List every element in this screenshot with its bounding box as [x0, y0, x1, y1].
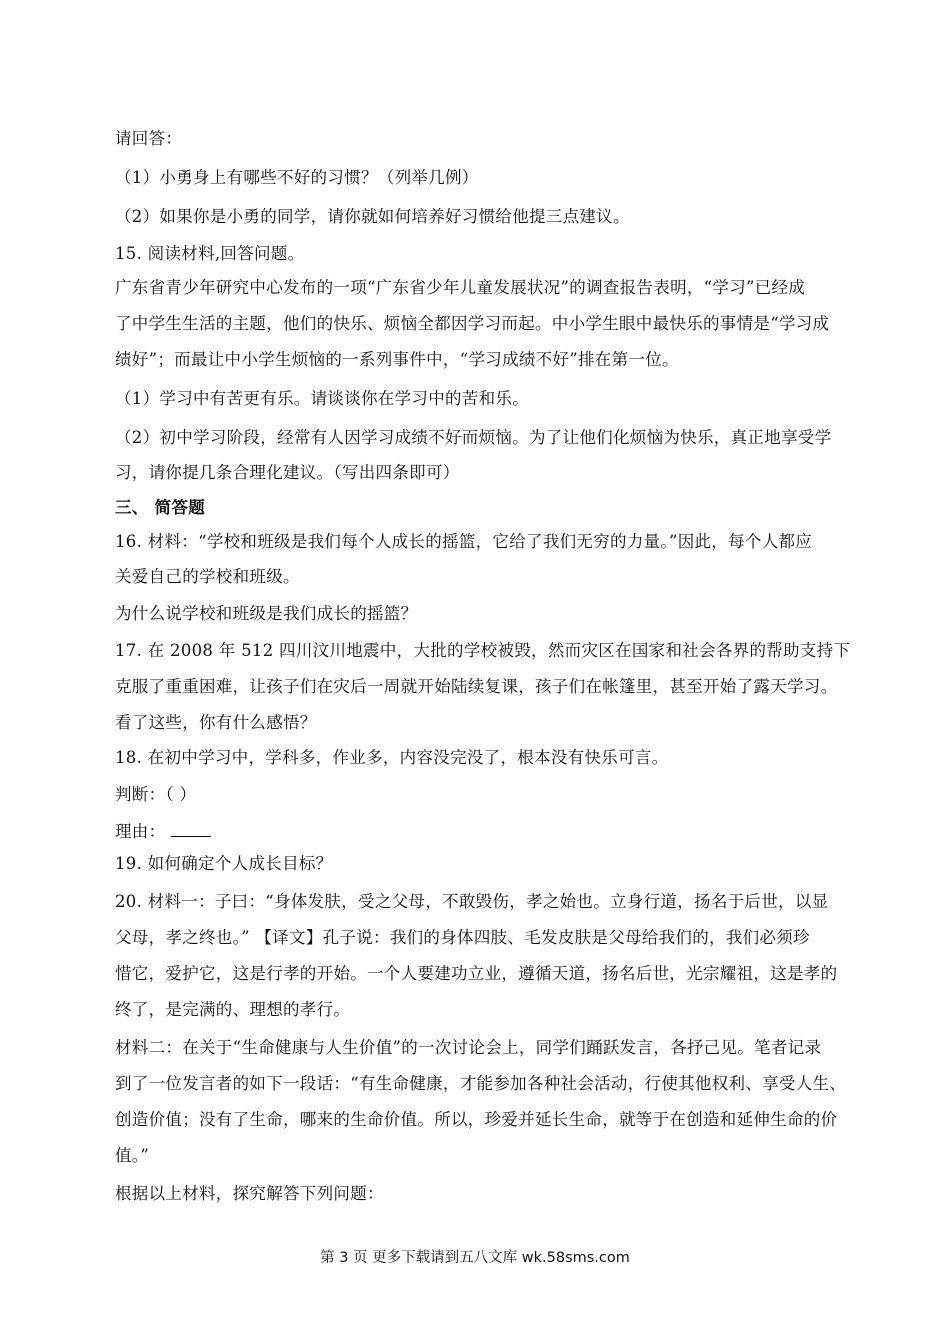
text-line: 请回答：: [115, 129, 183, 148]
text-line: 习，请你提几条合理化建议。（写出四条即可）: [115, 463, 460, 482]
material-line: 绩好”；而最让中小学生烦恼的一系列事件中，“学习成绩不好”排在第一位。: [115, 350, 679, 369]
question-19: 19. 如何确定个人成长目标？: [115, 854, 333, 873]
judgment-line: 判断：（ ）: [115, 785, 197, 804]
page-footer: 第 3 页 更多下载请到五八文库 wk.58sms.com: [320, 1250, 630, 1266]
question-20: 20. 材料一：子曰：“身体发肤，受之父母，不敢毁伤，孝之始也。立身行道，扬名于后世，以显: [115, 892, 829, 911]
material-line: 广东省青少年研究中心发布的一项“广东省少年儿童发展状况”的调查报告表明，“学习”已经成: [115, 278, 806, 297]
question-17: 17. 在 2008 年 512 四川汶川地震中，大批的学校被毁，然而灾区在国家和社会各界的帮助支持下: [115, 641, 851, 660]
reason-label: 理由：: [115, 822, 166, 841]
text-line: 惜它，爱护它，这是行孝的开始。一个人要建功立业，遵循天道，扬名后世，光宗耀祖，这是孝的: [115, 964, 838, 983]
text-line: 为什么说学校和班级是我们成长的摇篮？: [115, 604, 418, 623]
section-heading: 三、 简答题: [115, 498, 206, 517]
question-sub-1: （1）小勇身上有哪些不好的习惯？（列举几例）: [115, 168, 479, 187]
text-line: 终了，是完满的、理想的孝行。: [115, 1000, 351, 1019]
text-line: 到了一位发言者的如下一段话：“有生命健康，才能参加各种社会活动，行使其他权利、享受人生、: [115, 1074, 847, 1093]
answer-blank: [171, 822, 211, 837]
text-line: 看了这些，你有什么感悟？: [115, 713, 317, 732]
text-line: 根据以上材料，探究解答下列问题：: [115, 1184, 384, 1203]
text-line: 克服了重重困难，让孩子们在灾后一周就开始陆续复课，孩子们在帐篷里，甚至开始了露天学习。: [115, 677, 838, 696]
text-line: 关爱自己的学校和班级。: [115, 567, 300, 586]
question-sub-2: （2）初中学习阶段，经常有人因学习成绩不好而烦恼。为了让他们化烦恼为快乐，真正地享受学: [115, 428, 832, 447]
text-line: 创造价值；没有了生命，哪来的生命价值。所以，珍爱并延长生命，就等于在创造和延伸生命的价: [115, 1110, 838, 1129]
question-16: 16. 材料：“学校和班级是我们每个人成长的摇篮，它给了我们无穷的力量。”因此，每个人都应: [115, 532, 813, 551]
question-sub-2: （2）如果你是小勇的同学，请你就如何培养好习惯给他提三点建议。: [115, 207, 630, 226]
text-line: 值。”: [115, 1146, 150, 1165]
material-two-line: 材料二：在关于“生命健康与人生价值”的一次讨论会上，同学们踊跃发言，各抒己见。笔者记录: [115, 1038, 822, 1057]
question-sub-1: （1）学习中有苦更有乐。请谈谈你在学习中的苦和乐。: [115, 389, 529, 408]
question-18: 18. 在初中学习中，学科多，作业多，内容没完没了，根本没有快乐可言。: [115, 748, 669, 767]
material-line: 了中学生生活的主题，他们的快乐、烦恼全都因学习而起。中小学生眼中最快乐的事情是“学习成: [115, 314, 830, 333]
question-15: 15. 阅读材料,回答问题。: [115, 244, 305, 263]
text-line: 父母，孝之终也。” 【译文】孔子说：我们的身体四肢、毛发皮肤是父母给我们的，我们必须珍: [115, 928, 810, 947]
reason-line: [115, 818, 211, 842]
